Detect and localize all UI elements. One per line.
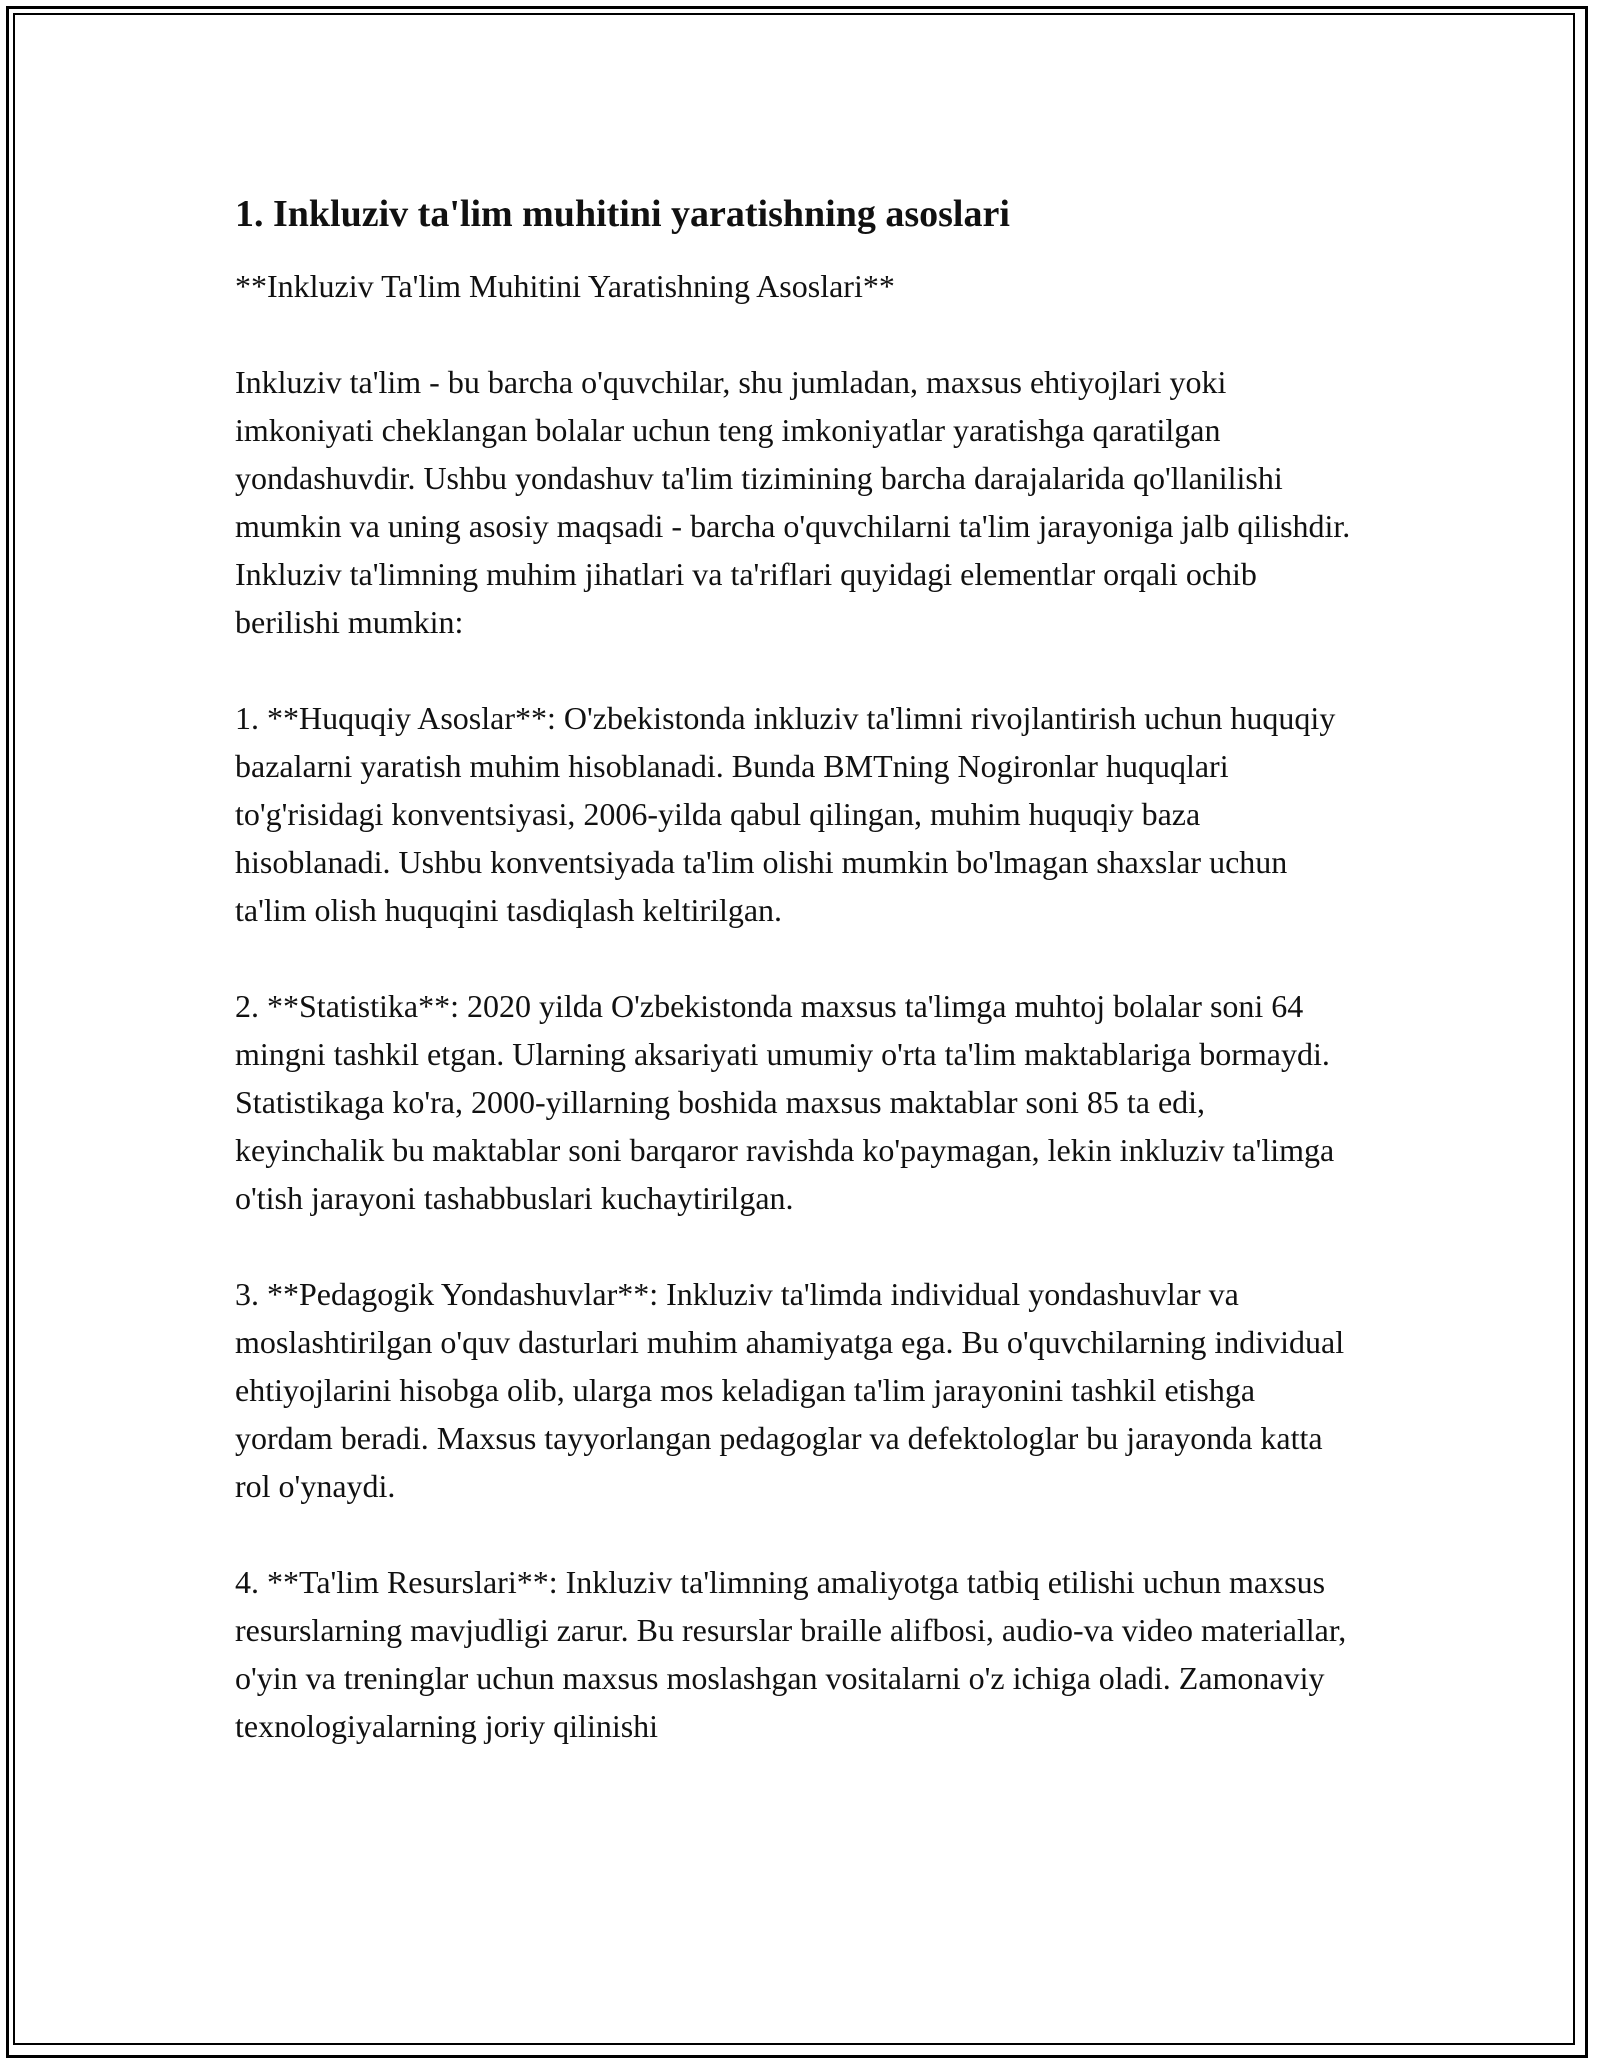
list-item-pedagogical-approaches: 3. **Pedagogik Yondashuvlar**: Inkluziv ta'limda individual yondashuvlar va moslashtirilgan o'quv dasturlari muhim ahamiyatga ega. Bu o'quvchilarning individual ehtiyojlarini hisobga olib, ularga mos keladigan ta'lim jarayonini tashkil etishga yordam beradi. Maxsus tayyorlangan pedagoglar va defektologlar bu jarayonda katta rol o'ynaydi. bbox=[235, 1276, 1345, 1504]
list-item-legal-foundations: 1. **Huquqiy Asoslar**: O'zbekistonda inkluziv ta'limni rivojlantirish uchun huquqiy bazalarni yaratish muhim hisoblanadi. Bunda BMTning Nogironlar huquqlari to'g'risidagi konventsiyasi, 2006-yilda qabul qilingan, muhim huquqiy baza hisoblanadi. Ushbu konventsiyada ta'lim olishi mumkin bo'lmagan shaxslar uchun ta'lim olish huquqini tasdiqlash keltirilgan. bbox=[235, 700, 1336, 928]
list-item-statistics: 2. **Statistika**: 2020 yilda O'zbekistonda maxsus ta'limga muhtoj bolalar soni 64 mingni tashkil etgan. Ularning aksariyati umumiy o'rta ta'lim maktablariga bormaydi. Statistikaga ko'ra, 2000-yillarning boshida maxsus maktablar soni 85 ta edi, keyinchalik bu maktablar soni barqaror ravishda ko'paymagan, lekin inkluziv ta'limga o'tish jarayoni tashabbuslari kuchaytirilgan. bbox=[235, 988, 1335, 1216]
intro-paragraph: Inkluziv ta'lim - bu barcha o'quvchilar, shu jumladan, maxsus ehtiyojlari yoki imkoniyati cheklangan bolalar uchun teng imkoniyatlar yaratishga qaratilgan yondashuvdir. Ushbu yondashuv ta'lim tizimining barcha darajalarida qo'llanilishi mumkin va uning asosiy maqsadi - barcha o'quvchilarni ta'lim jarayoniga jalb qilishdir. Inkluziv ta'limning muhim jihatlari va ta'riflari quyidagi elementlar orqali ochib berilishi mumkin: bbox=[235, 364, 1351, 640]
list-item-education-resources: 4. **Ta'lim Resurslari**: Inkluziv ta'limning amaliyotga tatbiq etilishi uchun maxsus resurslarning mavjudligi zarur. Bu resurslar braille alifbosi, audio-va video materiallar, o'yin va treninglar uchun maxsus moslashgan vositalarni o'z ichiga oladi. Zamonaviy texnologiyalarning joriy qilinishi bbox=[235, 1564, 1347, 1744]
section-heading: 1. Inkluziv ta'lim muhitini yaratishning asoslari bbox=[235, 193, 1010, 235]
document-subheading: **Inkluziv Ta'lim Muhitini Yaratishning Asoslari** bbox=[235, 268, 895, 304]
document-body bbox=[235, 186, 1355, 1798]
